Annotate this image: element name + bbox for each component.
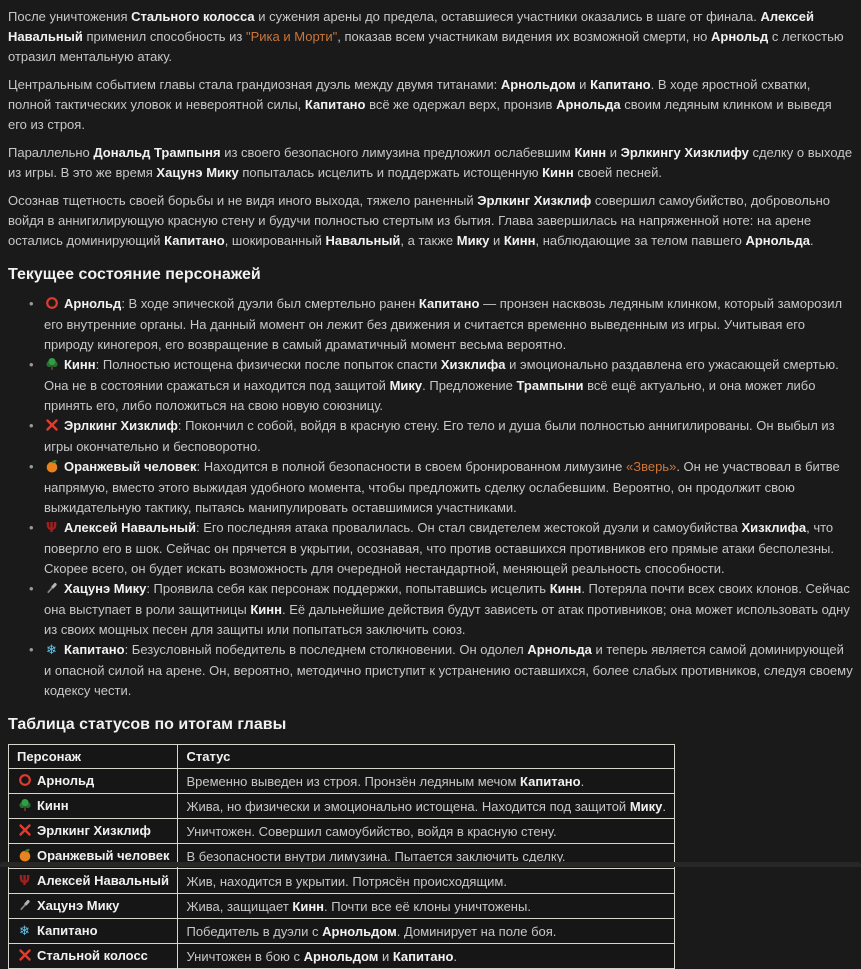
trident-icon: Ψ bbox=[17, 872, 32, 891]
text-run: . Он не участвовал в битве напрямую, вместо этого выжидая удобного момента, чтобы предложить сделку ослабевшим. Вероятно, он продолжит свою выжидательную тактику, пытаясь манипулировать оставшимися участниками. bbox=[44, 459, 840, 515]
inline-link[interactable]: "Рика и Морти" bbox=[246, 29, 337, 44]
text-run: : В ходе эпической дуэли был смертельно ранен bbox=[121, 296, 419, 311]
status-table-row bbox=[9, 819, 675, 844]
snowflake-icon: ❄ bbox=[17, 922, 32, 941]
intro-paragraph bbox=[8, 75, 853, 135]
character-name: Капитано bbox=[37, 923, 98, 938]
text-run: всё ещё актуально, и она может либо принять его, либо положиться на свою новую союзницу. bbox=[44, 378, 815, 413]
text-run: Уничтожен в бою с bbox=[186, 949, 303, 964]
text-run: Временно выведен из строя. Пронзён ледяным мечом bbox=[186, 774, 520, 789]
text-run: применил способность из bbox=[83, 29, 246, 44]
bold-text-run: Алексей Навальный bbox=[64, 520, 196, 535]
text-run: , показав всем участникам видения их возможной смерти, но bbox=[337, 29, 711, 44]
bullet-marker: • bbox=[29, 416, 34, 436]
bullet-marker: • bbox=[29, 294, 34, 314]
character-name: Оранжевый человек bbox=[37, 848, 169, 863]
status-table-row bbox=[9, 944, 675, 969]
bold-text-run: Хацунэ Мику bbox=[64, 581, 146, 596]
text-run: . bbox=[810, 233, 814, 248]
bold-text-run: Арнольдом bbox=[501, 77, 576, 92]
character-name-cell bbox=[9, 944, 178, 969]
intro-paragraph bbox=[8, 191, 853, 251]
text-run: Уничтожен. Совершил самоубийство, войдя в красную стену. bbox=[186, 824, 556, 839]
bold-text-run: Алексей Навальный bbox=[8, 9, 814, 44]
status-table-header-row bbox=[9, 745, 675, 769]
character-name: Хацунэ Мику bbox=[37, 898, 119, 913]
text-run: Параллельно bbox=[8, 145, 93, 160]
character-status-item bbox=[8, 579, 853, 640]
bold-text-run: Арнольда bbox=[556, 97, 621, 112]
text-run: Жива, защищает bbox=[186, 899, 292, 914]
text-run: : Находится в полной безопасности в своем бронированном лимузине bbox=[196, 459, 626, 474]
table-section-heading: Таблица статусов по итогам главы bbox=[8, 714, 853, 735]
column-header-status: Статус bbox=[178, 745, 675, 769]
text-run: и теперь является самой доминирующей и опасной силой на арене. Он, вероятно, методично приступит к устранению оставшихся, более слабых противников, следуя своему кодексу чести. bbox=[44, 642, 853, 698]
bold-text-run: Хизклифа bbox=[741, 520, 806, 535]
red-circle-icon bbox=[44, 295, 59, 315]
character-status-cell bbox=[178, 919, 675, 944]
bold-text-run: Эрлкинг Хизклиф bbox=[64, 418, 178, 433]
bold-text-run: Мику bbox=[630, 799, 663, 814]
status-table-row bbox=[9, 769, 675, 794]
bold-text-run: Арнольдом bbox=[304, 949, 379, 964]
text-run: и bbox=[489, 233, 504, 248]
microphone-icon bbox=[44, 580, 59, 600]
text-run: . bbox=[662, 799, 666, 814]
bold-text-run: Кинн bbox=[504, 233, 536, 248]
text-run: . В ходе яростной схватки, полной тактических уловок и невероятной силы, bbox=[8, 77, 810, 112]
text-run: — пронзен насквозь ледяным клинком, который заморозил его внутренние органы. На данный момент он лежит без движения и считается временно выведенным из игры. Учитывая его природу киногероя, его возвращение в самый драматичный момент весьма вероятно. bbox=[44, 296, 842, 352]
text-run: Осознав тщетность своей борьбы и не видя иного выхода, тяжело раненный bbox=[8, 193, 477, 208]
red-circle-icon bbox=[17, 772, 32, 791]
character-status-cell bbox=[178, 819, 675, 844]
character-status-item bbox=[8, 640, 853, 701]
inline-link[interactable]: «Зверь» bbox=[626, 459, 676, 474]
bold-text-run: Капитано bbox=[305, 97, 366, 112]
character-name-cell bbox=[9, 769, 178, 794]
text-run: , что повергло его в шок. Сейчас он прячется в укрытии, осознавая, что против оставшихся противников его прямые атаки бесполезны. Скорее всего, он будет искать возможность для очередной нестандартной, меняющей реальность способности. bbox=[44, 520, 834, 576]
text-run: сделку о выходе из игры. В это же время bbox=[8, 145, 852, 180]
text-run: своей песней. bbox=[574, 165, 662, 180]
text-run: с легкостью отразил ментальную атаку. bbox=[8, 29, 844, 64]
text-run: . Предложение bbox=[422, 378, 516, 393]
snowflake-icon: ❄ bbox=[44, 641, 59, 661]
bold-text-run: Капитано bbox=[520, 774, 581, 789]
text-run: . Её дальнейшие действия будут зависеть от атак противников; она может использовать одну из своих мощных песен для защиты или попытаться заключить союз. bbox=[44, 602, 850, 637]
text-run: попыталась исцелить и поддержать истощенную bbox=[239, 165, 542, 180]
intro-paragraph bbox=[8, 143, 853, 183]
green-tree-icon bbox=[44, 356, 59, 376]
bold-text-run: Навальный bbox=[326, 233, 401, 248]
bullet-marker: • bbox=[29, 518, 34, 538]
text-run: , наблюдающие за телом павшего bbox=[535, 233, 745, 248]
text-run: Жива, но физически и эмоционально истощена. Находится под защитой bbox=[186, 799, 629, 814]
character-status-item bbox=[8, 518, 853, 579]
bold-text-run: Капитано bbox=[164, 233, 225, 248]
text-run: , шокированный bbox=[225, 233, 326, 248]
red-cross-icon bbox=[17, 947, 32, 966]
bold-text-run: Кинн bbox=[250, 602, 282, 617]
bold-text-run: Мику bbox=[390, 378, 423, 393]
text-run: и bbox=[606, 145, 621, 160]
trident-icon: Ψ bbox=[44, 519, 59, 539]
red-cross-icon bbox=[17, 822, 32, 841]
horizontal-scrollbar-track[interactable] bbox=[0, 862, 861, 867]
status-table bbox=[8, 744, 675, 969]
text-run: . Доминирует на поле боя. bbox=[397, 924, 557, 939]
column-header-character: Персонаж bbox=[9, 745, 178, 769]
text-run: После уничтожения bbox=[8, 9, 131, 24]
bold-text-run: Арнольд bbox=[711, 29, 768, 44]
text-run: и bbox=[378, 949, 393, 964]
bold-text-run: Капитано bbox=[393, 949, 454, 964]
character-status-item bbox=[8, 355, 853, 416]
text-run: : Полностью истощена физически после попыток спасти bbox=[96, 357, 441, 372]
intro-paragraph bbox=[8, 7, 853, 67]
character-status-list bbox=[8, 294, 853, 701]
character-status-cell bbox=[178, 769, 675, 794]
text-run: : Проявила себя как персонаж поддержки, попытавшись исцелить bbox=[146, 581, 549, 596]
bold-text-run: Капитано bbox=[419, 296, 480, 311]
bold-text-run: Эрлкингу Хизклифу bbox=[621, 145, 749, 160]
green-tree-icon bbox=[17, 797, 32, 816]
text-run: . bbox=[453, 949, 457, 964]
text-run: В безопасности внутри лимузина. Пытается заключить сделку. bbox=[186, 849, 565, 864]
bold-text-run: Хацунэ Мику bbox=[156, 165, 238, 180]
character-status-item bbox=[8, 294, 853, 355]
text-run: . Потеряла почти всех своих клонов. Сейчас она выступает в роли защитницы bbox=[44, 581, 850, 617]
status-table-row bbox=[9, 919, 675, 944]
text-run: : Его последняя атака провалилась. Он стал свидетелем жестокой дуэли и самоубийства bbox=[196, 520, 742, 535]
status-table-row bbox=[9, 869, 675, 894]
intro-paragraphs bbox=[8, 7, 853, 251]
bold-text-run: Стального колосса bbox=[131, 9, 254, 24]
bold-text-run: Арнольд bbox=[64, 296, 121, 311]
bullet-marker: • bbox=[29, 355, 34, 375]
text-run: : Покончил с собой, войдя в красную стену. Его тело и душа были полностью аннигилированы. Он выбыл из игры окончательно и бесповоротно. bbox=[44, 418, 835, 454]
character-status-cell bbox=[178, 869, 675, 894]
character-name-cell bbox=[9, 794, 178, 819]
bold-text-run: Кинн bbox=[292, 899, 324, 914]
bold-text-run: Арнольда bbox=[745, 233, 810, 248]
bullet-marker: • bbox=[29, 579, 34, 599]
bold-text-run: Оранжевый человек bbox=[64, 459, 196, 474]
bullet-marker: • bbox=[29, 457, 34, 477]
character-name-cell bbox=[9, 894, 178, 919]
text-run: . Почти все её клоны уничтожены. bbox=[324, 899, 531, 914]
text-run: совершил самоубийство, добровольно войдя в аннигилирующую красную стену и будучи полностью стертым из бытия. Глава завершилась на напряженной ноте: на арене остались доминирующий bbox=[8, 193, 830, 248]
character-name: Арнольд bbox=[37, 773, 94, 788]
character-name-cell bbox=[9, 919, 178, 944]
bold-text-run: Капитано bbox=[590, 77, 651, 92]
character-status-cell bbox=[178, 794, 675, 819]
status-table-row bbox=[9, 894, 675, 919]
character-name: Эрлкинг Хизклиф bbox=[37, 823, 151, 838]
microphone-icon bbox=[17, 897, 32, 916]
text-run: всё же одержал верх, пронзив bbox=[365, 97, 556, 112]
text-run: Центральным событием главы стала грандиозная дуэль между двумя титанами: bbox=[8, 77, 501, 92]
bold-text-run: Хизклифа bbox=[441, 357, 506, 372]
bold-text-run: Капитано bbox=[64, 642, 125, 657]
character-status-cell bbox=[178, 894, 675, 919]
text-run: своим ледяным клинком и выведя его из строя. bbox=[8, 97, 832, 132]
text-run: из своего безопасного лимузина предложил ослабевшим bbox=[221, 145, 575, 160]
text-run: Жив, находится в укрытии. Потрясён происходящим. bbox=[186, 874, 506, 889]
character-name: Стальной колосс bbox=[37, 948, 148, 963]
character-status-item bbox=[8, 416, 853, 457]
character-name-cell bbox=[9, 869, 178, 894]
bold-text-run: Кинн bbox=[550, 581, 582, 596]
text-run: , а также bbox=[400, 233, 456, 248]
red-cross-icon bbox=[44, 417, 59, 437]
text-run: . bbox=[581, 774, 585, 789]
text-run: и сужения арены до предела, оставшиеся участники оказались в шаге от финала. bbox=[255, 9, 761, 24]
character-name: Кинн bbox=[37, 798, 69, 813]
text-run: : Безусловный победитель в последнем столкновении. Он одолел bbox=[125, 642, 528, 657]
character-name: Алексей Навальный bbox=[37, 873, 169, 888]
text-run: и эмоционально раздавлена его ужасающей смертью. Она не в состоянии сражаться и находится под защитой bbox=[44, 357, 839, 393]
character-status-item bbox=[8, 457, 853, 518]
bold-text-run: Арнольдом bbox=[322, 924, 397, 939]
character-status-cell bbox=[178, 944, 675, 969]
character-name-cell bbox=[9, 819, 178, 844]
bold-text-run: Арнольда bbox=[527, 642, 592, 657]
bold-text-run: Эрлкинг Хизклиф bbox=[477, 193, 591, 208]
bold-text-run: Мику bbox=[457, 233, 490, 248]
bold-text-run: Кинн bbox=[64, 357, 96, 372]
text-run: и bbox=[576, 77, 591, 92]
orange-fruit-icon bbox=[44, 458, 59, 478]
status-table-row bbox=[9, 794, 675, 819]
text-run: Победитель в дуэли с bbox=[186, 924, 322, 939]
bold-text-run: Дональд Трампыня bbox=[93, 145, 220, 160]
bullet-marker: • bbox=[29, 640, 34, 660]
bold-text-run: Кинн bbox=[574, 145, 606, 160]
status-section-heading: Текущее состояние персонажей bbox=[8, 264, 853, 285]
bold-text-run: Трампыни bbox=[516, 378, 583, 393]
bold-text-run: Кинн bbox=[542, 165, 574, 180]
